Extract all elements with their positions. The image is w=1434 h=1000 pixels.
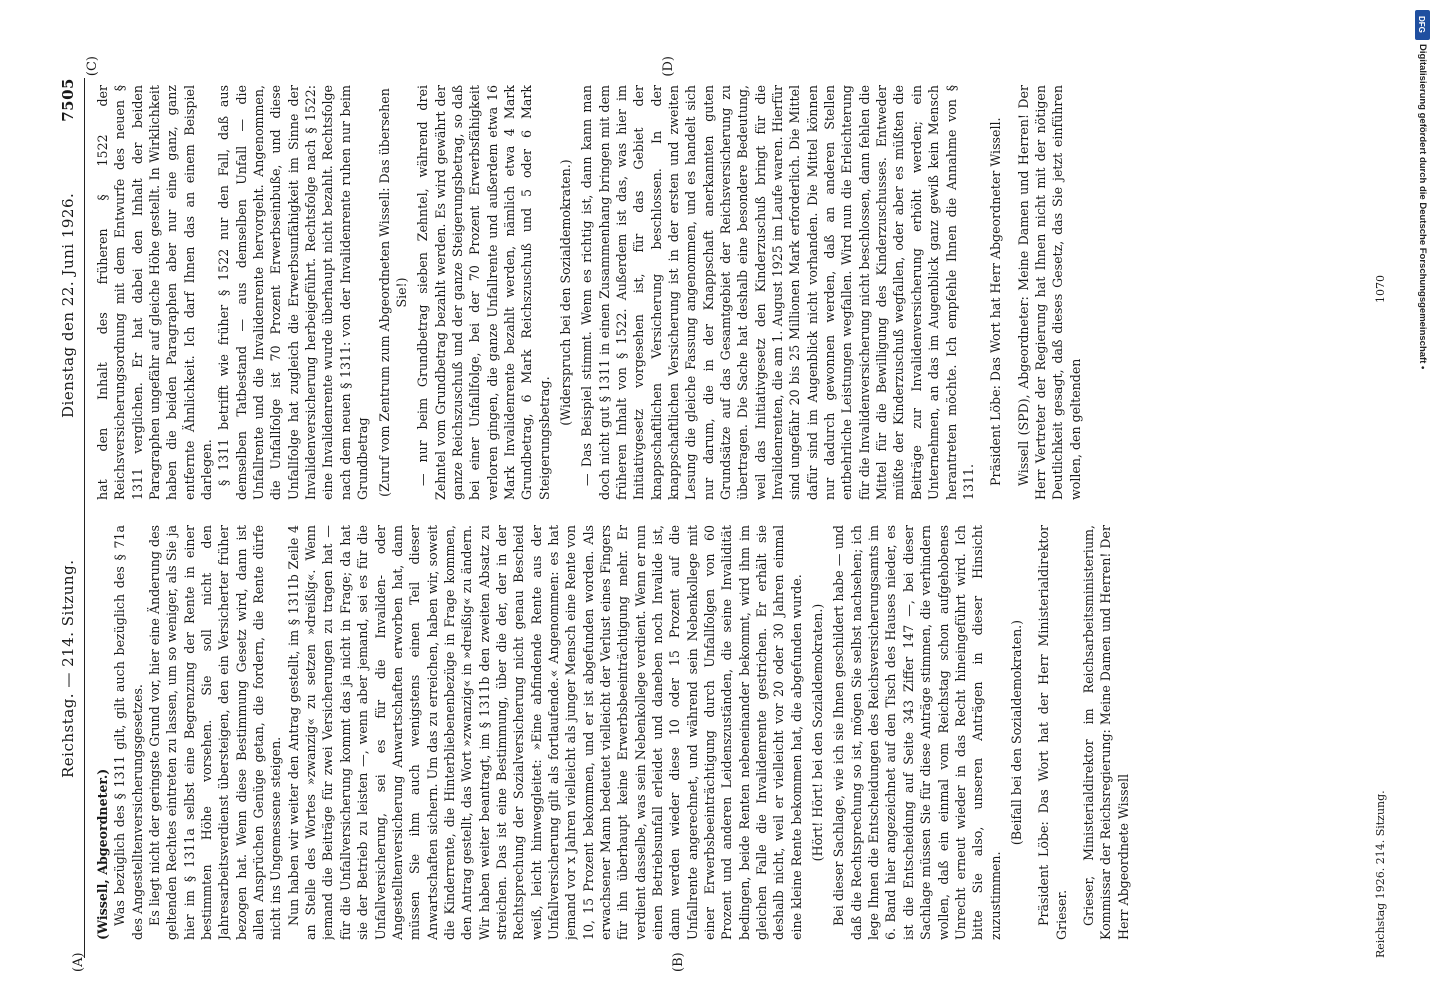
column-right — [94, 85, 1364, 500]
speaker-paragraph: Grieser, Ministerialdirektor im Reichsarbeitsministerium, Kommissar der Reichsregierung: Meine Damen und Herren! Der Herr Abgeordnete Wissell — [1080, 525, 1131, 940]
footer-sheet-number: 1070 — [1374, 275, 1387, 303]
speaker-continuation: (Wissell, Abgeordneter.) — [95, 768, 110, 940]
paragraph: Bei dieser Sachlage, wie ich sie Ihnen geschildert habe — und daß die Rechtsprechung so ist, mögen Sie selbst nachsehen; ich lege Ihnen die Entscheidungen des Reichsversicherungsamts im 6. Band hier angezeichnet auf den Tisch des Hauses nieder, es ist die Entscheidung auf Seite 343 Ziffer 147 —, bei dieser Sachlage müssen Sie für diese Anträge stimmen, die verhindern wollen, daß ein einmal vom Reichstag schon aufgehobenes Unrecht erneut wieder in das Recht hineingeführt wird. Ich bitte Sie also, unseren Anträgen in dieser Hinsicht zuzustimmen. — [831, 525, 1003, 940]
margin-marker-c: (C) — [85, 56, 100, 77]
digitization-note — [1412, 4, 1432, 996]
footer-left: Reichstag 1926. 214. Sitzung. — [1374, 790, 1387, 958]
interjection: (Widerspruch bei den Sozialdemokraten.) — [557, 159, 573, 426]
paragraph: Was bezüglich des § 1311 gilt, gilt auch bezüglich des § 71a des Angestelltenversicherungsgesetzes. — [112, 525, 145, 940]
margin-marker-b: (B) — [671, 952, 686, 972]
interjection: (Hört! Hört! bei den Sozialdemokraten.) — [810, 603, 826, 862]
paragraph: Nun haben wir weiter den Antrag gestellt, im § 1311b Zeile 4 an Stelle des Wortes »zwanzig« zu setzen »dreißig«. Wenn jemand die Beiträge für zwei Versicherungen zu tragen hat — für die Unfallversicherung kommt das ja nicht in Frage; da hat sie der Betrieb zu leisten —, wenn aber jemand, sei es für die Unfallversicherung, sei es für die Invaliden- oder Angestelltenversicherung Anwartschaften erworben hat, dann müssen Sie ihm auch wenigstens einen Teil dieser Anwartschaften sichern. Um das zu erreichen, haben wir, soweit die Kinderrente, die Hinterbliebenenbezüge in Frage kommen, den Antrag gestellt, das Wort »zwanzig« in »dreißig« zu ändern. Wir haben weiter beantragt, im § 1311b den zweiten Absatz zu streichen. Das ist eine Bestimmung, über die der, der in der Rechtsprechung der Sozialversicherung nicht genau Bescheid weiß, leicht hinweggleitet: »Eine abfindende Rente aus der Unfallversicherung gilt als fortlaufende.« Angenommen: es hat jemand vor x Jahren vielleicht als junger Mensch eine Rente von 10, 15 Prozent bekommen, und er ist abgefunden worden. Als erwachsener Mann bedeutet vielleicht der Verlust eines Fingers für ihn überhaupt keine Erwerbsbeeinträchtigung mehr. Er verdient dasselbe, was sein Nebenkollege verdient. Wenn er nun einen Betriebsunfall erleidet und daneben noch Invalide ist, dann werden wieder diese 10 oder 15 Prozent auf die Unfallrente angerechnet, und während sein Nebenkollege mit einer Erwerbsbeeinträchtigung durch Unfallfolgen von 60 Prozent und anderen Leidenszuständen, die seine Invalidität bedingen, beide Renten nebeneinander bekommt, wird ihm im gleichen Falle die Invalidenrente gestrichen. Er erhält sie deshalb nicht, weil er vielleicht vor 20 oder 30 Jahren einmal eine kleine Rente bekommen hat, die abgefunden wurde. — [285, 525, 804, 940]
margin-marker-a: (A) — [71, 952, 86, 972]
paragraph: — Das Beispiel stimmt. Wenn es richtig ist, dann kann man doch nicht gut § 1311 in einen Zusammenhang bringen mit dem früheren Inhalt von § 1522. Außerdem ist das, was hier im Initiativgesetz vorgesehen ist, für das Gebiet der knappschaftlichen Versicherung beschlossen. In der knappschaftlichen Versicherung ist in der ersten und zweiten Lesung die gleiche Fassung angenommen, und es handelt sich nur darum, die in der Knappschaft anerkannten guten Grundsätze auf das Gesamtgebiet der Reichsversicherung zu übertragen. Die Sache hat deshalb eine besondere Bedeutung, weil das Initiativgesetz den Kinderzuschuß bringt für die Invalidenrenten, die am 1. August 1925 im Laufe waren. Hierfür sind ungefähr 20 bis 25 Millionen Mark erforderlich. Die Mittel dafür sind im Augenblick nicht vorhanden. Die Mittel können nur dadurch gewonnen werden, daß an anderen Stellen entbehrliche Leistungen wegfallen. Wird nun die Erleichterung für die Invalidenversicherung nicht beschlossen, dann fehlen die Mittel für die Bewilligung des Kinderzuschusses. Entweder müßte der Kinderzuschuß wegfallen, oder aber es müßten die Beiträge zur Invalidenversicherung erhöht werden; ein Unternehmen, an das im Augenblick ganz gewiß kein Mensch herantreten möchte. Ich empfehle Ihnen die Annahme von § 1311. — [579, 85, 976, 500]
header-left: Reichstag. — 214. Sitzung. — [59, 559, 77, 778]
page-number: 7505 — [59, 78, 77, 122]
margin-marker-d: (D) — [661, 56, 676, 77]
rotated-page — [59, 56, 1400, 972]
speaker-paragraph: Wissell (SPD), Abgeordneter: Meine Damen und Herren! Der Herr Vertreter der Regierung hat Ihnen nicht mit der nötigen Deutlichkeit gesagt, daß dieses Gesetz, das Sie jetzt einführen wollen, den geltenden — [1015, 85, 1083, 500]
digitization-note-text: Digitalisierung gefördert durch die Deutsche Forschungsgemeinschaft • — [1417, 44, 1428, 370]
dfg-logo-text: DFG — [1417, 16, 1426, 33]
interjection: (Zuruf vom Zentrum zum Abgeordneten Wissell: Das übersehen Sie!) — [376, 88, 409, 497]
speaker-paragraph: Präsident Löbe: Das Wort hat der Herr Ministerialdirektor Grieser. — [1036, 525, 1069, 940]
column-left — [94, 525, 1364, 940]
paragraph: § 1311 betrifft wie früher § 1522 nur den Fall, daß aus demselben Tatbestand — aus demselben Unfall — die Unfallrente und die Invalidenrente hervorgeht. Angenommen, die Unfallfolge ist 70 Prozent Erwerbseinbuße, und diese Unfallfolge hat zugleich die Erwerbsunfähigkeit im Sinne der Invalidenversicherung herbeigeführt. Rechtsfolge nach § 1522: eine Invalidenrente wurde überhaupt nicht bezahlt. Rechtsfolge nach dem neuen § 1311: von der Invalidenrente ruhen nur beim Grundbetrag — [216, 85, 371, 500]
header-center: Dienstag den 22. Juni 1926. — [59, 192, 77, 418]
interjection: (Beifall bei den Sozialdemokraten.) — [1008, 619, 1024, 846]
header-rule — [84, 78, 85, 958]
paragraph: — nur beim Grundbetrag sieben Zehntel, während drei Zehntel vom Grundbetrag bezahlt werden. Es wird gewährt der ganze Reichszuschuß und der ganze Steigerungsbetrag, so daß bei einer Unfallfolge, bei der 70 Prozent Erwerbsfähigkeit verloren gingen, die ganze Unfallrente und außerdem etwa 16 Mark Invalidenrente bezahlt werden, nämlich etwa 4 Mark Grundbetrag, 6 Mark Reichszuschuß und 5 oder 6 Mark Steigerungsbetrag. — [415, 85, 552, 500]
paragraph: hat den Inhalt des früheren § 1522 der Reichsversicherungsordnung mit dem Entwurfe des neuen § 1311 verglichen. Er hat dabei den Inhalt der beiden Paragraphen ungefähr auf gleiche Höhe gestellt. In Wirklichkeit haben die beiden Paragraphen aber nur eine ganz, ganz entfernte Ähnlichkeit. Ich darf Ihnen das an einem Beispiel darlegen. — [95, 85, 215, 500]
digitization-sidebar — [1412, 4, 1432, 996]
speaker-paragraph: Präsident Löbe: Das Wort hat Herr Abgeordneter Wissell. — [988, 117, 1004, 486]
paragraph: Es liegt nicht der geringste Grund vor, hier eine Änderung des geltenden Rechtes eintreten zu lassen, um so weniger, als Sie ja hier im § 1311a selbst eine Begrenzung der Rente in einer bestimmten Höhe vorsehen. Sie soll nicht den Jahresarbeitsverdienst übersteigen, den ein Versicherter früher bezogen hat. Wenn diese Bestimmung Gesetz wird, dann ist allen Ansprüchen Genüge getan, die fordern, die Rente dürfe nicht ins Ungemessene steigen. — [147, 525, 284, 940]
page-header — [60, 78, 82, 958]
